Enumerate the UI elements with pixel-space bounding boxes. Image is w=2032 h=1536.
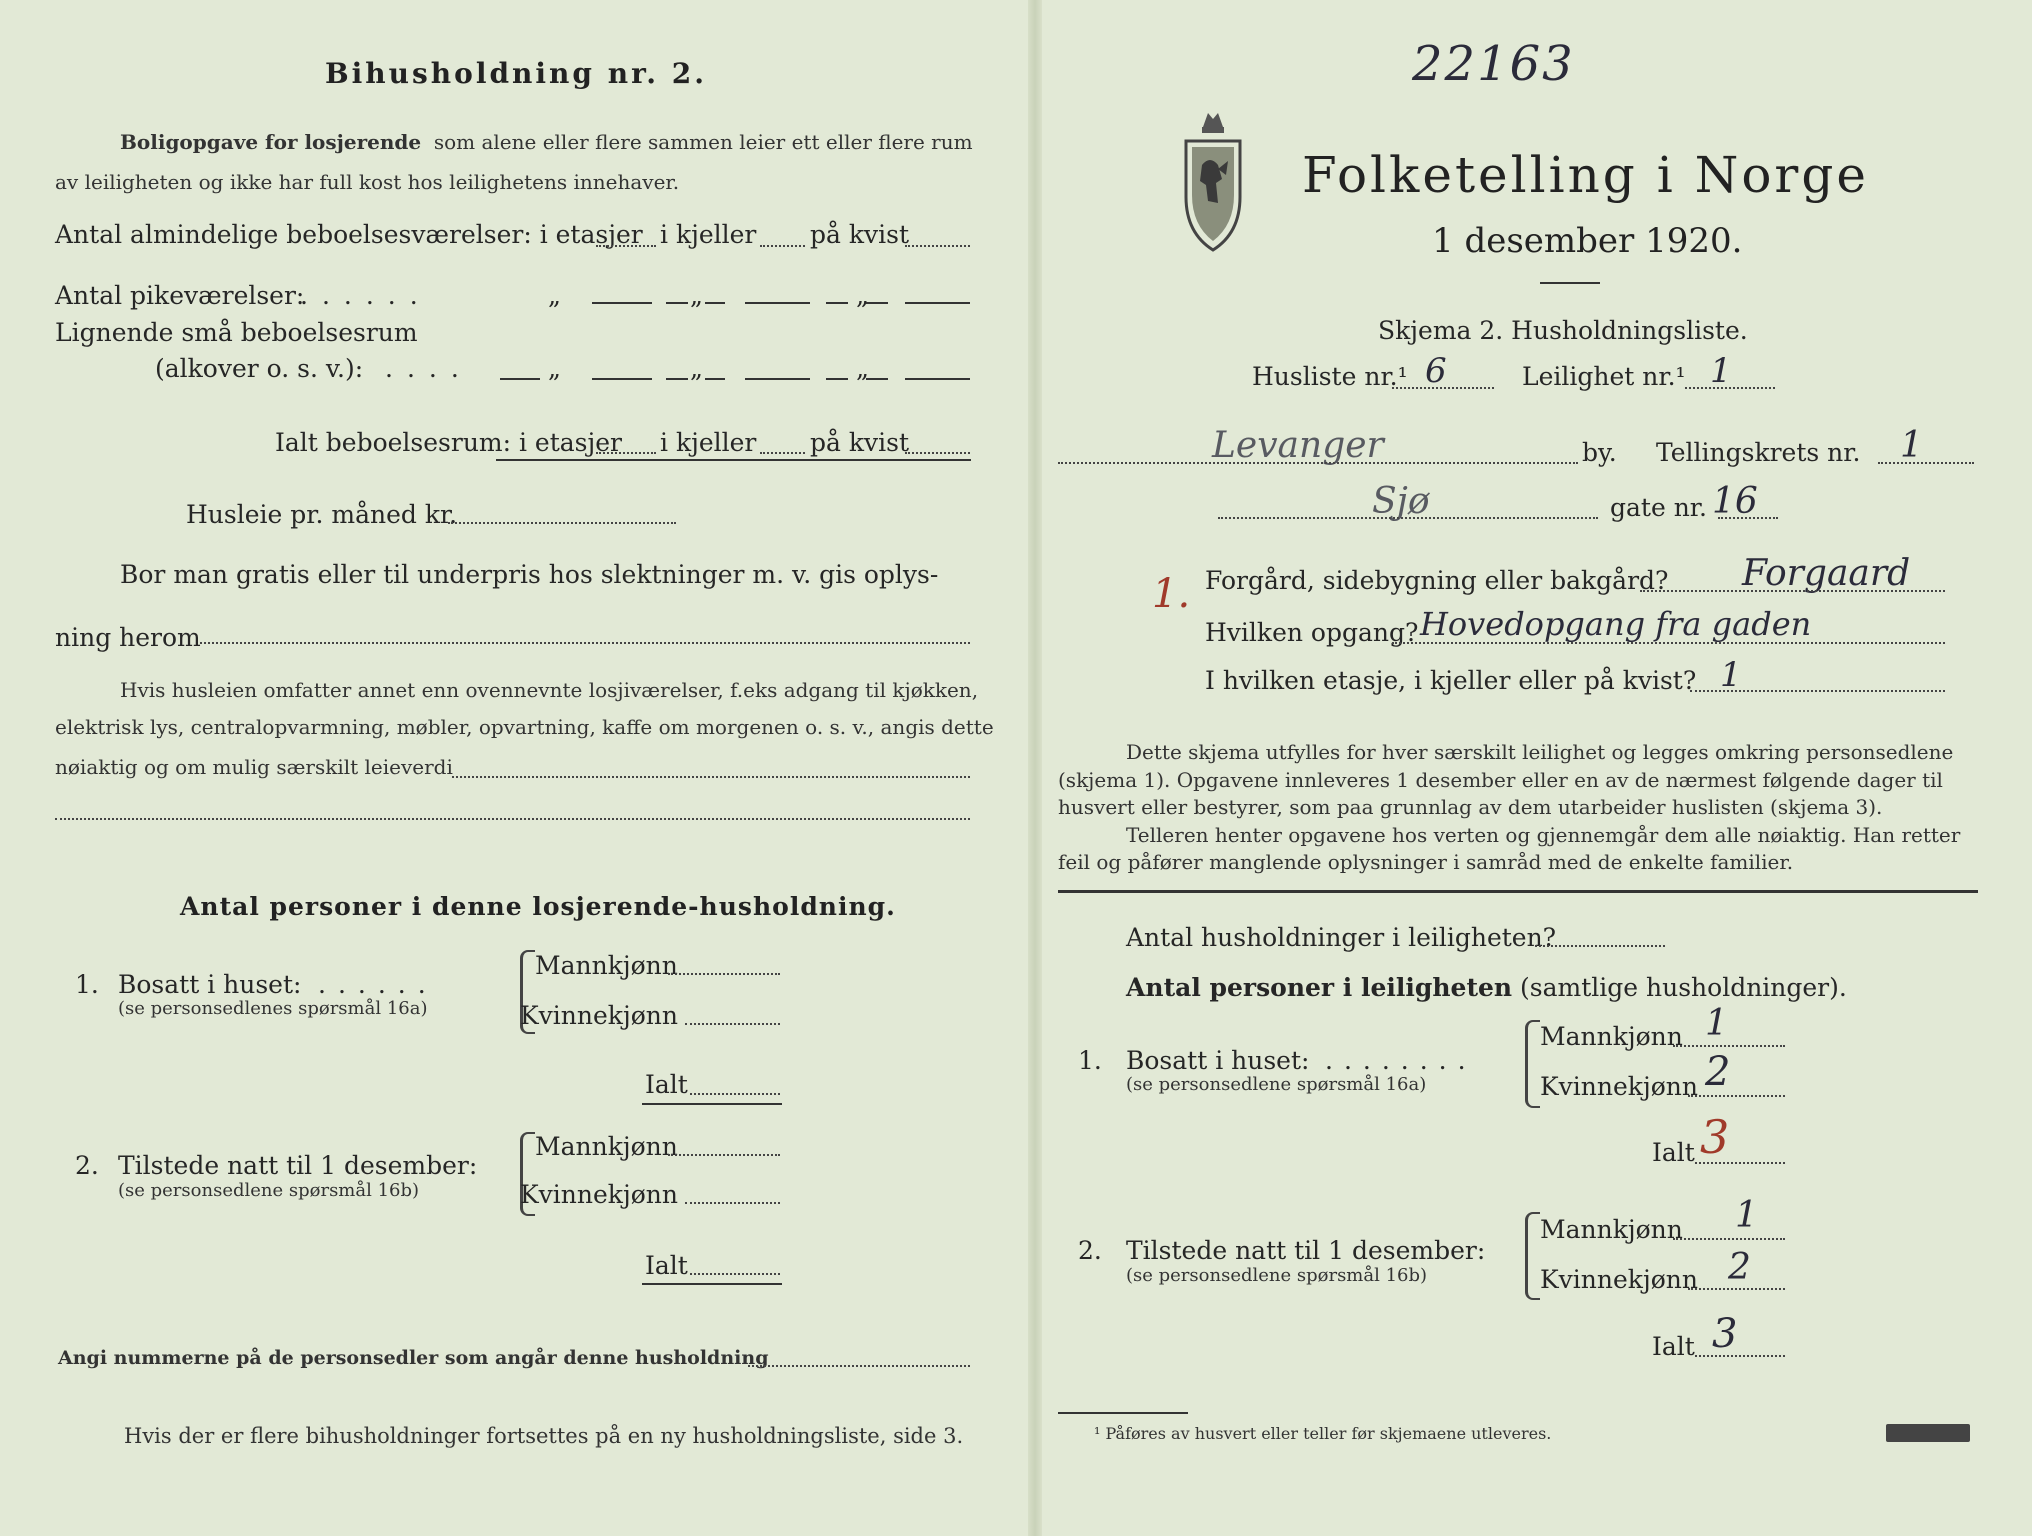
rooms-label: Antal almindelige beboelsesværelser: i etasjer	[55, 220, 643, 249]
left-q2-kvinne-field[interactable]	[685, 1202, 780, 1204]
gate-field[interactable]	[1218, 517, 1598, 519]
lignende-leader-dots: ....	[385, 354, 473, 383]
opgang-value: Hovedopgang fra gaden	[1420, 605, 1812, 643]
left-q1-ialt-underline	[642, 1103, 782, 1105]
etasje-label: I hvilken etasje, i kjeller eller på kvist?	[1205, 666, 1697, 695]
by-value: Levanger	[1212, 425, 1384, 466]
info-line-4: Telleren henter opgavene hos verten og gjennemgår dem alle nøiaktig. Han retter	[1126, 823, 1961, 847]
left-q2-ialt: Ialt	[645, 1251, 688, 1280]
left-q1-dots: ......	[318, 970, 438, 999]
pike-ditto-3: „	[856, 281, 869, 310]
angi-field[interactable]	[748, 1365, 970, 1367]
ialt-underline	[496, 459, 971, 461]
left-q2-label: Tilstede natt til 1 desember:	[118, 1151, 478, 1180]
left-q1-ialt-field[interactable]	[690, 1093, 780, 1095]
left-q1-sub: (se personsedlenes spørsmål 16a)	[118, 998, 428, 1019]
right-q1-dots: ........	[1325, 1046, 1477, 1075]
tellingskrets-value: 1	[1900, 425, 1923, 466]
right-q1-ialt: Ialt	[1652, 1138, 1695, 1167]
husleie-field[interactable]	[448, 522, 676, 524]
lignende-dash-3	[826, 378, 848, 380]
footnote: ¹ Påføres av husvert eller teller før skjemaene utleveres.	[1094, 1424, 1552, 1443]
intro-line-2: av leiligheten og ikke har full kost hos leilighetens innehaver.	[55, 170, 680, 194]
rooms-kjeller: i kjeller	[660, 220, 757, 249]
right-q2-mann-field[interactable]	[1673, 1238, 1785, 1240]
left-q1-label: Bosatt i huset:	[118, 970, 302, 999]
antal-personer-line	[1126, 975, 1847, 1000]
right-q1-sub: (se personsedlene spørsmål 16a)	[1126, 1074, 1427, 1095]
hvis-field-2[interactable]	[55, 818, 970, 820]
pike-etasjer-field[interactable]	[592, 302, 652, 304]
form-title: Folketelling i Norge	[1302, 146, 1869, 204]
handwritten-archive-number: 22163	[1412, 36, 1575, 92]
ialt-kvist-field[interactable]	[905, 452, 970, 454]
bor-line-2: ning herom	[55, 623, 201, 652]
forgard-value: Forgaard	[1742, 553, 1911, 594]
coat-of-arms-icon	[1178, 105, 1248, 255]
left-q2-mann: Mannkjønn	[535, 1132, 678, 1161]
right-q1-num: 1.	[1078, 1046, 1102, 1075]
ialt-kvist: på kvist	[810, 428, 909, 457]
right-q1-mann-value: 1	[1705, 1003, 1728, 1044]
forgard-field[interactable]	[1640, 590, 1945, 592]
leilighet-label: Leilighet nr.¹	[1522, 362, 1686, 391]
left-q1-mann: Mannkjønn	[535, 951, 678, 980]
hvis-line-2: elektrisk lys, centralopvarmning, møbler, opvartning, kaffe om morgenen o. s. v., angis dette	[55, 715, 994, 739]
right-q1-kvinne-value: 2	[1705, 1049, 1731, 1095]
opgang-field[interactable]	[1392, 642, 1945, 644]
info-line-1: Dette skjema utfylles for hver særskilt leilighet og legges omkring personsedlene	[1126, 740, 1954, 764]
right-q1-mann-field[interactable]	[1673, 1045, 1785, 1047]
forgard-label: Forgård, sidebygning eller bakgård?	[1205, 566, 1669, 595]
title-rule	[1540, 282, 1600, 284]
left-q2-ialt-underline	[642, 1283, 782, 1285]
lignende-line-1: Lignende små beboelsesrum	[55, 318, 418, 347]
right-q1-mann: Mannkjønn	[1540, 1022, 1683, 1051]
margin-mark: 1.	[1152, 571, 1191, 617]
lignende-ditto-3: „	[856, 354, 869, 383]
ialt-kjeller: i kjeller	[660, 428, 757, 457]
left-q2-num: 2.	[75, 1151, 99, 1180]
leilighet-field[interactable]	[1685, 387, 1775, 389]
husliste-value: 6	[1425, 351, 1447, 391]
right-q2-ialt: Ialt	[1652, 1332, 1695, 1361]
pike-dash-4	[866, 302, 888, 304]
left-q2-kvinne: Kvinnekjønn	[520, 1180, 678, 1209]
printer-stamp	[1886, 1424, 1970, 1442]
right-q2-kvinne: Kvinnekjønn	[1540, 1265, 1698, 1294]
lignende-kjeller-field[interactable]	[745, 378, 810, 380]
lignende-dash-0	[500, 378, 540, 380]
bor-field[interactable]	[200, 642, 970, 644]
lignende-ditto-2: „	[690, 354, 703, 383]
left-footer: Hvis der er flere bihusholdninger fortsettes på en ny husholdningsliste, side 3.	[124, 1424, 964, 1448]
lignende-etasjer-field[interactable]	[592, 378, 652, 380]
left-q2-mann-field[interactable]	[668, 1154, 780, 1156]
intro-rest: som alene eller flere sammen leier ett eller flere rum	[433, 130, 973, 154]
antal-personer-rest: (samtlige husholdninger).	[1520, 973, 1847, 1002]
etasje-field[interactable]	[1690, 690, 1945, 692]
right-q2-kvinne-value: 2	[1728, 1247, 1751, 1288]
info-line-3: husvert eller bestyrer, som paa grunnlag av dem utarbeider huslisten (skjema 3).	[1058, 795, 1883, 819]
left-q1-kvinne: Kvinnekjønn	[520, 1001, 678, 1030]
ialt-rooms-label: Ialt beboelsesrum: i etasjer	[275, 428, 623, 457]
opgang-label: Hvilken opgang?	[1205, 618, 1419, 647]
left-q1-num: 1.	[75, 970, 99, 999]
pike-label: Antal pikeværelser:	[55, 281, 305, 310]
right-q2-mann-value: 1	[1735, 1195, 1758, 1236]
leilighet-value: 1	[1710, 351, 1732, 391]
right-q2-mann: Mannkjønn	[1540, 1215, 1683, 1244]
lignende-dash-2	[705, 378, 725, 380]
lignende-dash-1	[666, 378, 688, 380]
antal-husholdninger-field[interactable]	[1535, 945, 1665, 947]
antal-personer-bold: Antal personer i leiligheten	[1126, 973, 1513, 1002]
by-field[interactable]	[1058, 462, 1578, 464]
right-q2-brace	[1525, 1212, 1540, 1300]
left-q2-sub: (se personsedlene spørsmål 16b)	[118, 1180, 420, 1201]
rooms-kvist: på kvist	[810, 220, 909, 249]
etasje-value: 1	[1720, 655, 1742, 695]
form-date: 1 desember 1920.	[1432, 221, 1743, 261]
ialt-etasjer-field[interactable]	[596, 452, 656, 454]
husliste-label: Husliste nr.¹	[1252, 362, 1408, 391]
pike-ditto-2: „	[690, 281, 703, 310]
right-q1-kvinne-field[interactable]	[1688, 1095, 1785, 1097]
lignende-line-2: (alkover o. s. v.):	[155, 354, 364, 383]
left-q1-mann-field[interactable]	[668, 973, 780, 975]
pike-kvist-field[interactable]	[905, 302, 970, 304]
info-line-2: (skjema 1). Opgavene innleveres 1 desember eller en av de nærmest følgende dager til	[1058, 768, 1943, 792]
tellingskrets-field[interactable]	[1878, 462, 1974, 464]
gate-label: gate nr.	[1610, 493, 1707, 522]
right-q2-ialt-value: 3	[1712, 1311, 1738, 1357]
hvis-field[interactable]	[452, 776, 970, 778]
lignende-ditto-1: „	[548, 354, 561, 383]
gate-nr-field[interactable]	[1718, 517, 1778, 519]
pike-dash-2	[705, 302, 725, 304]
right-q2-label: Tilstede natt til 1 desember:	[1126, 1236, 1486, 1265]
section-divider	[1058, 890, 1978, 893]
gate-value: Sjø	[1372, 481, 1430, 522]
by-label: by.	[1582, 438, 1617, 467]
rooms-kjeller-field[interactable]	[760, 245, 805, 247]
bor-line-1: Bor man gratis eller til underpris hos slektninger m. v. gis oplys-	[120, 560, 939, 589]
ialt-kjeller-field[interactable]	[760, 452, 805, 454]
left-q2-ialt-field[interactable]	[690, 1273, 780, 1275]
right-q1-kvinne: Kvinnekjønn	[1540, 1072, 1698, 1101]
intro-line-1	[120, 132, 973, 152]
left-title: Bihusholdning nr. 2.	[325, 57, 707, 90]
skjema-label: Skjema 2. Husholdningsliste.	[1378, 316, 1748, 345]
left-q1-ialt: Ialt	[645, 1070, 688, 1099]
right-q1-label: Bosatt i huset:	[1126, 1046, 1310, 1075]
intro-bold: Boligopgave for losjerende	[120, 130, 422, 154]
right-q2-num: 2.	[1078, 1236, 1102, 1265]
pike-ditto-1: „	[548, 281, 561, 310]
left-q1-kvinne-field[interactable]	[685, 1023, 780, 1025]
pike-dash-3	[826, 302, 848, 304]
antal-husholdninger: Antal husholdninger i leiligheten?	[1126, 923, 1557, 952]
right-q1-ialt-field[interactable]	[1695, 1162, 1785, 1164]
hvis-line-3: nøiaktig og om mulig særskilt leieverdi	[55, 755, 453, 779]
right-q2-kvinne-field[interactable]	[1688, 1288, 1785, 1290]
husliste-field[interactable]	[1392, 387, 1494, 389]
right-q1-ialt-value: 3	[1700, 1110, 1730, 1164]
right-q2-ialt-field[interactable]	[1695, 1355, 1785, 1357]
right-q1-brace	[1525, 1020, 1540, 1108]
rooms-kvist-field[interactable]	[905, 245, 970, 247]
pike-kjeller-field[interactable]	[745, 302, 810, 304]
lignende-dash-4	[866, 378, 888, 380]
right-q2-sub: (se personsedlene spørsmål 16b)	[1126, 1265, 1428, 1286]
footnote-rule	[1058, 1412, 1188, 1414]
husleie-label: Husleie pr. måned kr.	[186, 500, 458, 529]
angi-label: Angi nummerne på de personsedler som angår denne husholdning	[58, 1347, 769, 1369]
pike-leader-dots: ......	[300, 281, 432, 310]
tellingskrets-label: Tellingskrets nr.	[1656, 438, 1861, 467]
page-fold	[1028, 0, 1042, 1536]
rooms-etasjer-field[interactable]	[596, 245, 656, 247]
left-section-title: Antal personer i denne losjerende-husholdning.	[180, 892, 896, 921]
lignende-kvist-field[interactable]	[905, 378, 970, 380]
hvis-line-1: Hvis husleien omfatter annet enn ovennevnte losjiværelser, f.eks adgang til kjøkken,	[120, 678, 979, 702]
gate-nr-value: 16	[1712, 481, 1758, 522]
pike-dash-1	[666, 302, 688, 304]
info-line-5: feil og påfører manglende oplysninger i samråd med de enkelte familier.	[1058, 850, 1794, 874]
